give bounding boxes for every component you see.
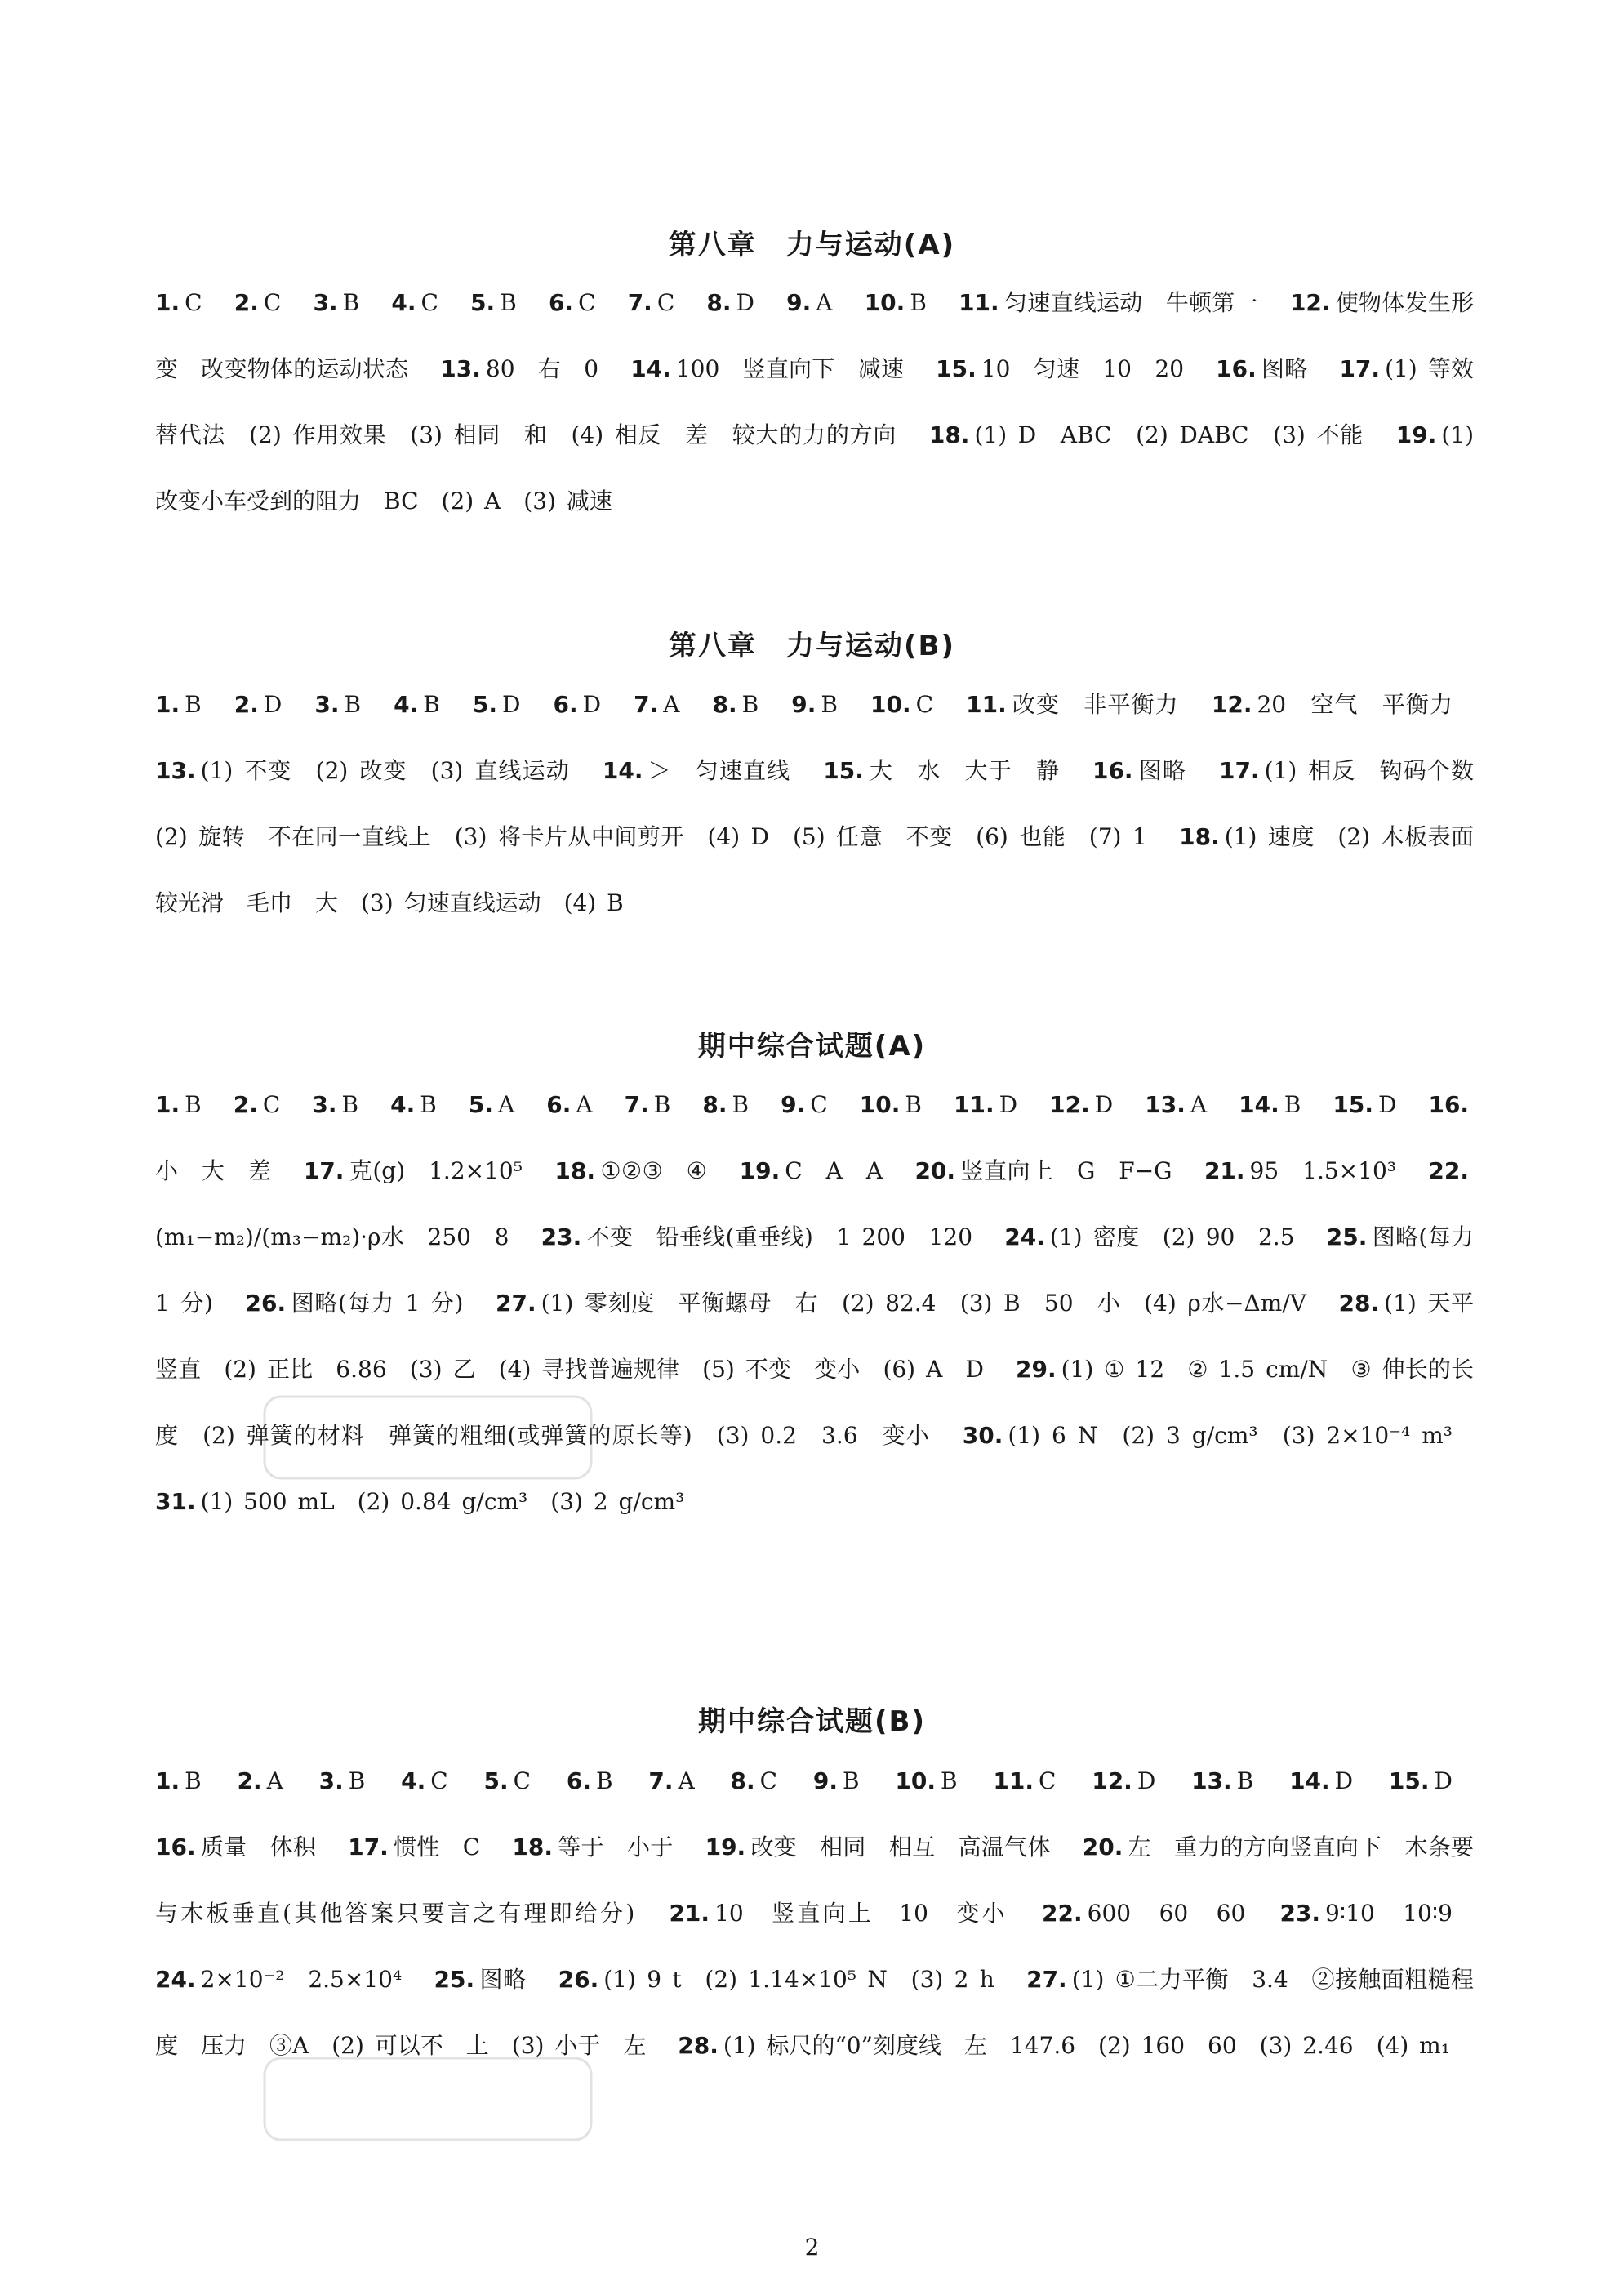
answer-text: (m₁−m₂)/(m₃−m₂)·ρ水 250 8 bbox=[155, 1223, 509, 1250]
answer-text: 等于 小于 bbox=[557, 1834, 674, 1861]
question-number: 10. bbox=[895, 1767, 936, 1794]
answer-text: (1) ① 12 ② 1.5 cm/N ③ 伸长的长度 (2) 弹簧的材料 弹簧的粗细(或弹簧的原长等) (3) 0.2 3.6 变小 bbox=[155, 1356, 1474, 1449]
answer-text: 竖直向上 G F−G bbox=[960, 1157, 1172, 1184]
answer-text: B bbox=[342, 289, 360, 316]
answer-text: C bbox=[810, 1091, 828, 1118]
question-number: 15. bbox=[1388, 1767, 1430, 1794]
question-number: 18. bbox=[1179, 823, 1220, 850]
question-number: 16. bbox=[1428, 1091, 1470, 1118]
answer-text: B bbox=[423, 691, 440, 718]
answer-text: B bbox=[732, 1091, 750, 1118]
answer-text: (1) 不变 (2) 改变 (3) 直线运动 bbox=[200, 757, 570, 784]
question-number: 12. bbox=[1211, 691, 1252, 718]
answer-block bbox=[155, 671, 1497, 936]
question-number: 28. bbox=[1338, 1290, 1380, 1317]
question-number: 8. bbox=[706, 289, 732, 316]
question-number: 17. bbox=[1218, 757, 1260, 784]
question-number: 14. bbox=[602, 757, 643, 784]
question-number: 5. bbox=[470, 289, 496, 316]
answer-text: (1) 改变小车受到的阻力 BC (2) A (3) 减速 bbox=[155, 421, 1475, 515]
question-number: 3. bbox=[318, 1767, 344, 1794]
question-number: 16. bbox=[1092, 757, 1133, 784]
answer-text: 图略 bbox=[479, 1966, 527, 1993]
question-number: 4. bbox=[401, 1767, 426, 1794]
question-number: 26. bbox=[558, 1966, 599, 1993]
question-number: 4. bbox=[391, 289, 416, 316]
answer-text: D bbox=[582, 691, 602, 718]
question-number: 10. bbox=[870, 691, 911, 718]
answer-text: B bbox=[185, 691, 202, 718]
answer-text: C bbox=[759, 1767, 778, 1794]
question-number: 10. bbox=[859, 1091, 901, 1118]
answer-text: D bbox=[1434, 1767, 1453, 1794]
question-number: 27. bbox=[1026, 1966, 1067, 1993]
question-number: 21. bbox=[669, 1900, 710, 1927]
answer-text: D bbox=[1334, 1767, 1354, 1794]
answer-text: B bbox=[741, 691, 759, 718]
question-number: 5. bbox=[472, 691, 497, 718]
answer-text: C bbox=[513, 1767, 532, 1794]
answer-text: C bbox=[262, 1091, 281, 1118]
question-number: 25. bbox=[434, 1966, 475, 1993]
answer-text: C bbox=[915, 691, 934, 718]
answer-text: B bbox=[1284, 1091, 1301, 1118]
question-number: 5. bbox=[483, 1767, 509, 1794]
answer-text: A bbox=[576, 1091, 593, 1118]
answer-text: 使物体发生形变 改变物体的运动状态 bbox=[155, 289, 1475, 382]
question-number: 3. bbox=[313, 289, 338, 316]
question-number: 21. bbox=[1204, 1157, 1245, 1184]
answer-text: B bbox=[843, 1767, 860, 1794]
answer-text: 改变 相同 相互 高温气体 bbox=[750, 1834, 1051, 1861]
answer-text: D bbox=[263, 691, 283, 718]
answer-text: B bbox=[341, 1091, 359, 1118]
page-number: 2 bbox=[804, 2234, 820, 2261]
question-number: 12. bbox=[1092, 1767, 1132, 1794]
answer-text: (1) 速度 (2) 木板表面较光滑 毛巾 大 (3) 匀速直线运动 (4) B bbox=[155, 823, 1474, 916]
answer-text: D bbox=[502, 691, 521, 718]
answer-text: ①②③ ④ bbox=[599, 1157, 708, 1184]
question-number: 13. bbox=[155, 757, 196, 784]
answer-text: 小 大 差 bbox=[155, 1157, 272, 1184]
question-number: 13. bbox=[1145, 1091, 1186, 1118]
question-number: 28. bbox=[678, 2032, 719, 2059]
question-number: 18. bbox=[512, 1834, 553, 1861]
question-number: 8. bbox=[702, 1091, 727, 1118]
question-number: 7. bbox=[634, 691, 659, 718]
question-number: 9. bbox=[812, 1767, 839, 1794]
section-title: 第八章 力与运动(A) bbox=[668, 229, 956, 261]
answer-text: D bbox=[1377, 1091, 1397, 1118]
answer-text: 95 1.5×10³ bbox=[1249, 1157, 1396, 1184]
section-title: 期中综合试题(B) bbox=[698, 1705, 926, 1738]
question-number: 4. bbox=[394, 691, 419, 718]
question-number: 7. bbox=[648, 1767, 674, 1794]
answer-text: 10 竖直向上 10 变小 bbox=[714, 1900, 1008, 1927]
question-number: 9. bbox=[786, 289, 812, 316]
question-number: 7. bbox=[624, 1091, 649, 1118]
question-number: 3. bbox=[312, 1091, 337, 1118]
answer-text: 图略 bbox=[1261, 355, 1308, 382]
answer-text: C A A bbox=[785, 1157, 883, 1184]
question-number: 25. bbox=[1326, 1223, 1368, 1250]
answer-text: (1) 相反 钩码个数 (2) 旋转 不在同一直线上 (3) 将卡片从中间剪开 (4) D (5) 任意 不变 (6) 也能 (7) 1 bbox=[155, 757, 1497, 850]
answer-text: 图略(每力 1 分) bbox=[291, 1290, 464, 1317]
answer-block bbox=[155, 1072, 1497, 1535]
question-number: 5. bbox=[468, 1091, 493, 1118]
question-number: 15. bbox=[823, 757, 864, 784]
question-number: 14. bbox=[1239, 1091, 1279, 1118]
answer-text: B bbox=[910, 289, 927, 316]
question-number: 1. bbox=[155, 1767, 180, 1794]
answer-text: B bbox=[185, 1767, 202, 1794]
question-number: 16. bbox=[1216, 355, 1257, 382]
question-number: 12. bbox=[1289, 289, 1331, 316]
answer-text: D bbox=[999, 1091, 1018, 1118]
question-number: 8. bbox=[730, 1767, 755, 1794]
question-number: 31. bbox=[155, 1488, 196, 1515]
answer-text: C bbox=[430, 1767, 448, 1794]
question-number: 22. bbox=[1042, 1900, 1083, 1927]
section-title: 期中综合试题(A) bbox=[697, 1030, 927, 1063]
answer-text: (1) 密度 (2) 90 2.5 bbox=[1049, 1223, 1295, 1250]
answer-text: 左 重力的方向竖直向下 木条要与木板垂直(其他答案只要言之有理即给分) bbox=[155, 1834, 1474, 1927]
answer-text: 不变 铅垂线(重垂线) 1 200 120 bbox=[586, 1223, 973, 1250]
question-number: 19. bbox=[739, 1157, 781, 1184]
question-number: 11. bbox=[993, 1767, 1034, 1794]
question-number: 2. bbox=[233, 1091, 258, 1118]
answer-text: (1) 零刻度 平衡螺母 右 (2) 82.4 (3) B 50 小 (4) ρ水−Δm/V bbox=[541, 1290, 1306, 1317]
question-number: 6. bbox=[566, 1767, 591, 1794]
question-number: 1. bbox=[155, 691, 180, 718]
question-number: 8. bbox=[712, 691, 737, 718]
answer-text: C bbox=[656, 289, 675, 316]
question-number: 11. bbox=[966, 691, 1007, 718]
question-number: 6. bbox=[546, 1091, 572, 1118]
question-number: 26. bbox=[245, 1290, 287, 1317]
answer-text: 改变 非平衡力 bbox=[1011, 691, 1179, 718]
answer-text: 100 竖直向下 减速 bbox=[675, 355, 905, 382]
question-number: 14. bbox=[1289, 1767, 1330, 1794]
question-number: 9. bbox=[791, 691, 816, 718]
question-number: 30. bbox=[962, 1422, 1003, 1449]
answer-text: (1) 9 t (2) 1.14×10⁵ N (3) 2 h bbox=[603, 1966, 994, 1993]
answer-text: A bbox=[678, 1767, 695, 1794]
answer-text: 2×10⁻² 2.5×10⁴ bbox=[200, 1966, 403, 1993]
answer-text: B bbox=[596, 1767, 613, 1794]
answer-text: (1) ①二力平衡 3.4 ②接触面粗糙程度 压力 ③A (2) 可以不 上 (3) 小于 左 bbox=[155, 1966, 1474, 2059]
answer-text: 20 空气 平衡力 bbox=[1257, 691, 1453, 718]
answer-text: ＞ 匀速直线 bbox=[647, 757, 791, 784]
answer-text: 图略(每力 1 分) bbox=[155, 1223, 1474, 1317]
question-number: 11. bbox=[954, 1091, 994, 1118]
question-number: 19. bbox=[1395, 421, 1437, 448]
question-number: 15. bbox=[936, 355, 977, 382]
answer-text: B bbox=[348, 1767, 366, 1794]
answer-text: (1) 6 N (2) 3 g/cm³ (3) 2×10⁻⁴ m³ bbox=[1008, 1422, 1453, 1449]
question-number: 11. bbox=[959, 289, 999, 316]
question-number: 18. bbox=[928, 421, 970, 448]
question-number: 9. bbox=[781, 1091, 806, 1118]
question-number: 19. bbox=[705, 1834, 746, 1861]
question-number: 10. bbox=[864, 289, 905, 316]
answer-text: D bbox=[736, 289, 754, 316]
answer-text: B bbox=[185, 1091, 202, 1118]
question-number: 29. bbox=[1016, 1356, 1057, 1383]
answer-text: B bbox=[344, 691, 362, 718]
question-number: 12. bbox=[1049, 1091, 1090, 1118]
answer-text: 9∶10 10∶9 bbox=[1325, 1900, 1453, 1927]
question-number: 6. bbox=[553, 691, 578, 718]
question-number: 24. bbox=[155, 1966, 196, 1993]
answer-text: B bbox=[653, 1091, 671, 1118]
question-number: 13. bbox=[440, 355, 481, 382]
answer-text: 10 匀速 10 20 bbox=[981, 355, 1185, 382]
question-number: 18. bbox=[554, 1157, 595, 1184]
question-number: 2. bbox=[234, 289, 259, 316]
answer-text: A bbox=[497, 1091, 515, 1118]
answer-block bbox=[155, 270, 1474, 534]
question-number: 4. bbox=[390, 1091, 416, 1118]
answer-text: 克(g) 1.2×10⁵ bbox=[349, 1157, 523, 1184]
question-number: 2. bbox=[234, 691, 259, 718]
answer-text: B bbox=[905, 1091, 922, 1118]
question-number: 20. bbox=[1082, 1834, 1123, 1861]
question-number: 20. bbox=[914, 1157, 956, 1184]
answer-text: A bbox=[266, 1767, 283, 1794]
question-number: 3. bbox=[314, 691, 340, 718]
question-number: 2. bbox=[237, 1767, 262, 1794]
answer-text: (1) 等效替代法 (2) 作用效果 (3) 相同 和 (4) 相反 差 较大的力的方向 bbox=[155, 355, 1475, 448]
answer-text: C bbox=[420, 289, 438, 316]
answer-text: B bbox=[1236, 1767, 1254, 1794]
question-number: 16. bbox=[155, 1834, 196, 1861]
answer-text: 600 60 60 bbox=[1087, 1900, 1246, 1927]
question-number: 27. bbox=[495, 1290, 536, 1317]
answer-text: (1) 标尺的“0”刻度线 左 147.6 (2) 160 60 (3) 2.46 (4) m₁ bbox=[723, 2032, 1450, 2059]
question-number: 17. bbox=[348, 1834, 389, 1861]
question-number: 15. bbox=[1333, 1091, 1373, 1118]
answer-text: 质量 体积 bbox=[200, 1834, 317, 1861]
section-title: 第八章 力与运动(B) bbox=[669, 630, 955, 662]
answer-text: 惯性 C bbox=[393, 1834, 481, 1861]
answer-text: C bbox=[263, 289, 282, 316]
question-number: 23. bbox=[1279, 1900, 1321, 1927]
question-number: 6. bbox=[548, 289, 574, 316]
answer-text: 80 右 0 bbox=[485, 355, 599, 382]
question-number: 1. bbox=[155, 289, 180, 316]
answer-text: B bbox=[500, 289, 517, 316]
answer-text: C bbox=[578, 289, 596, 316]
answer-block bbox=[155, 1748, 1474, 2079]
answer-text: A bbox=[663, 691, 680, 718]
answer-text: 大 水 大于 静 bbox=[868, 757, 1060, 784]
question-number: 1. bbox=[155, 1091, 180, 1118]
question-number: 22. bbox=[1428, 1157, 1469, 1184]
question-number: 23. bbox=[541, 1223, 582, 1250]
answer-text: 匀速直线运动 牛顿第一 bbox=[1003, 289, 1258, 316]
question-number: 14. bbox=[630, 355, 671, 382]
question-number: 13. bbox=[1191, 1767, 1232, 1794]
answer-text: (1) 天平 竖直 (2) 正比 6.86 (3) 乙 (4) 寻找普遍规律 (5) 不变 变小 (6) A D bbox=[155, 1290, 1497, 1383]
question-number: 24. bbox=[1004, 1223, 1045, 1250]
answer-text: C bbox=[185, 289, 202, 316]
answer-text: (1) D ABC (2) DABC (3) 不能 bbox=[974, 421, 1364, 448]
answer-text: D bbox=[1137, 1767, 1156, 1794]
question-number: 7. bbox=[627, 289, 652, 316]
question-number: 17. bbox=[1339, 355, 1381, 382]
answer-text: D bbox=[1094, 1091, 1114, 1118]
answer-text: B bbox=[941, 1767, 958, 1794]
answer-text: A bbox=[816, 289, 833, 316]
answer-text: 图略 bbox=[1137, 757, 1186, 784]
answer-text: A bbox=[1190, 1091, 1208, 1118]
answer-text: C bbox=[1038, 1767, 1057, 1794]
answer-text: B bbox=[420, 1091, 437, 1118]
answer-text: B bbox=[821, 691, 838, 718]
question-number: 17. bbox=[303, 1157, 345, 1184]
answer-text: (1) 500 mL (2) 0.84 g/cm³ (3) 2 g/cm³ bbox=[200, 1488, 685, 1515]
